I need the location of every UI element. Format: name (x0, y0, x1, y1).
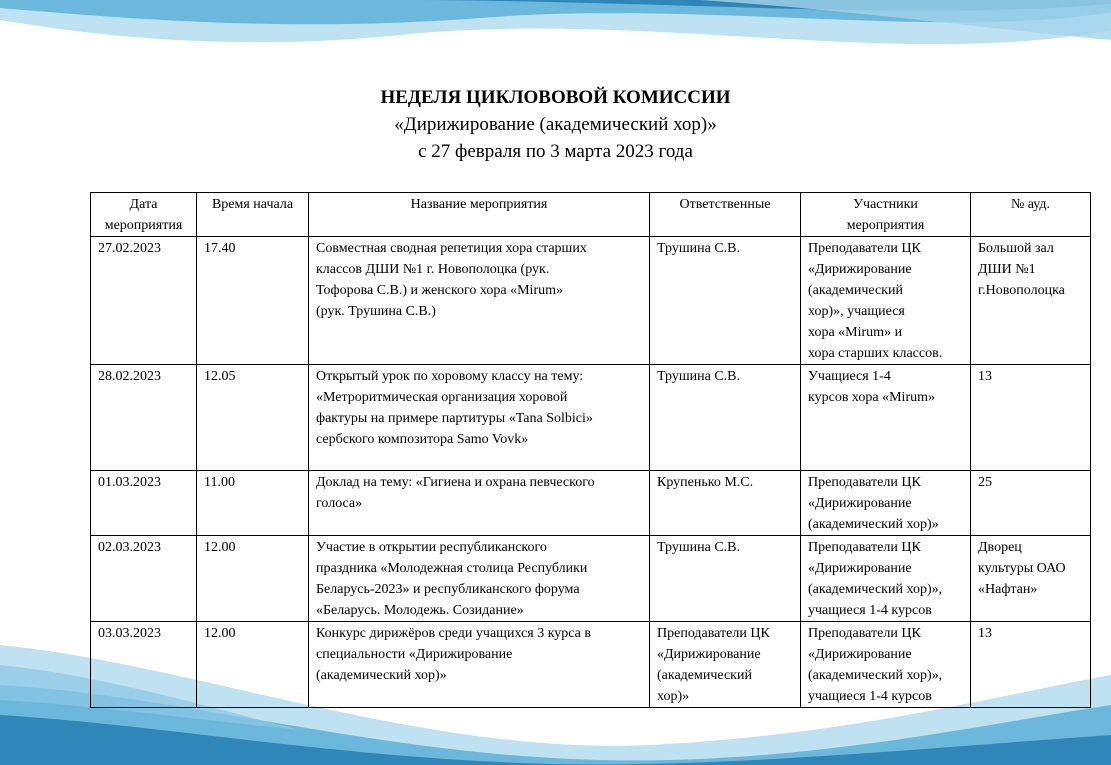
cell-event: Доклад на тему: «Гигиена и охрана певческого голоса» (309, 471, 650, 536)
cell-time: 12.00 (197, 622, 309, 708)
cell-room: 13 (971, 365, 1091, 471)
cell-room: Дворец культуры ОАО «Нафтан» (971, 536, 1091, 622)
cell-participants: Преподаватели ЦК «Дирижирование (академический хор)», учащиеся 1-4 курсов (801, 622, 971, 708)
cell-date: 02.03.2023 (91, 536, 197, 622)
cell-responsible: Трушина С.В. (650, 365, 801, 471)
cell-time: 11.00 (197, 471, 309, 536)
table-row (91, 536, 1091, 622)
header-responsible: Ответственные (650, 193, 801, 237)
cell-participants: Учащиеся 1-4 курсов хора «Mirum» (801, 365, 971, 471)
table-row (91, 237, 1091, 365)
table-header-row (91, 193, 1091, 237)
header-time: Время начала (197, 193, 309, 237)
cell-date: 03.03.2023 (91, 622, 197, 708)
cell-event: Совместная сводная репетиция хора старших классов ДШИ №1 г. Новополоцка (рук. Тофорова С.В.) и женского хора «Mirum» (рук. Трушина С.В.) (309, 237, 650, 365)
table-row (91, 365, 1091, 471)
cell-responsible: Трушина С.В. (650, 536, 801, 622)
document-dates: с 27 февраля по 3 марта 2023 года (418, 141, 693, 162)
header-event: Название мероприятия (309, 193, 650, 237)
cell-date: 27.02.2023 (91, 237, 197, 365)
cell-room: 13 (971, 622, 1091, 708)
top-wave-decoration (0, 0, 1111, 90)
document-subtitle: «Дирижирование (академический хор)» (394, 114, 717, 135)
header-room: № ауд. (971, 193, 1091, 237)
table-row (91, 622, 1091, 708)
cell-room: 25 (971, 471, 1091, 536)
cell-responsible: Крупенько М.С. (650, 471, 801, 536)
cell-date: 01.03.2023 (91, 471, 197, 536)
document-title: НЕДЕЛЯ ЦИКЛОВОВОЙ КОМИССИИ (380, 87, 731, 108)
cell-participants: Преподаватели ЦК «Дирижирование (академический хор)», учащиеся хора «Mirum» и хора старших классов. (801, 237, 971, 365)
cell-participants: Преподаватели ЦК «Дирижирование (академический хор)», учащиеся 1-4 курсов (801, 536, 971, 622)
document-title-block (0, 84, 1111, 165)
cell-responsible: Преподаватели ЦК «Дирижирование (академический хор)» (650, 622, 801, 708)
header-participants: Участники мероприятия (801, 193, 971, 237)
header-date: Дата мероприятия (91, 193, 197, 237)
table-row (91, 471, 1091, 536)
cell-time: 17.40 (197, 237, 309, 365)
cell-responsible: Трушина С.В. (650, 237, 801, 365)
cell-time: 12.00 (197, 536, 309, 622)
cell-date: 28.02.2023 (91, 365, 197, 471)
cell-room: Большой зал ДШИ №1 г.Новополоцка (971, 237, 1091, 365)
cell-event: Конкурс дирижёров среди учащихся 3 курса в специальности «Дирижирование (академический хор)» (309, 622, 650, 708)
cell-time: 12.05 (197, 365, 309, 471)
events-schedule-table (90, 192, 1091, 708)
cell-participants: Преподаватели ЦК «Дирижирование (академический хор)» (801, 471, 971, 536)
cell-event: Открытый урок по хоровому классу на тему: «Метроритмическая организация хоровой фактуры на примере партитуры «Tana Solbici» сербского композитора Samo Vovk» (309, 365, 650, 471)
cell-event: Участие в открытии республиканского праздника «Молодежная столица Республики Беларусь-2023» и республиканского форума «Беларусь. Молодежь. Созидание» (309, 536, 650, 622)
